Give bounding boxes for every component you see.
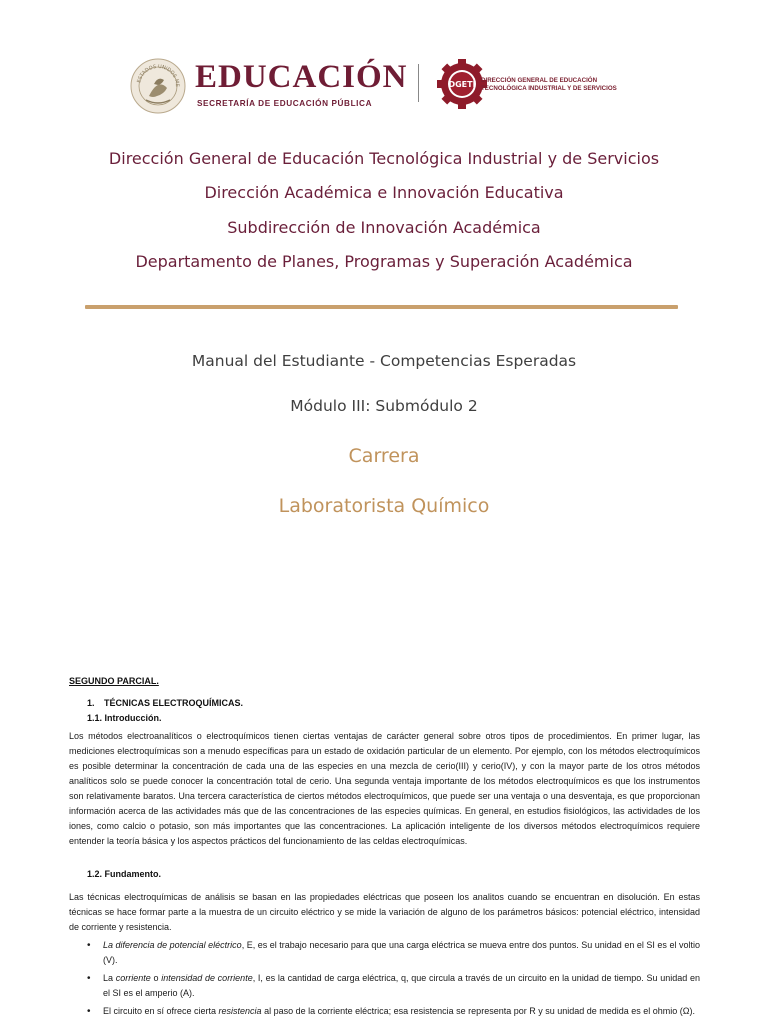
manual-title: Manual del Estudiante - Competencias Esperadas (191, 352, 577, 370)
section-title: SEGUNDO PARCIAL. (69, 676, 159, 686)
heading-tecnicas (87, 698, 243, 708)
list-item: • La diferencia de potencial eléctrico, E, es el trabajo necesario para que una carga eléctrica se mueva entre dos puntos. Su unidad en el SI es el voltio (V). (87, 938, 700, 968)
dgeti-name (481, 77, 617, 93)
logo-divider (418, 64, 419, 102)
intro-text: Los métodos electroanalíticos o electroquímicos tienen ciertas ventajas de carácter general sobre otros tipos de procedimientos. En primer lugar, las mediciones electroquímicas son a menudo específicas para un estado de oxidación particular de un elemento. Por ejemplo, con los métodos electroquímicos es posible determinar la concentración de cada una de las especies en una mezcla de cerio(III) y cerio(IV), y con la mayor parte de los otros métodos analíticos solo se puede conocer la concentración total de cerio. Una segunda ventaja importante de los métodos electroquímicos es que los instrumentos son relativamente baratos. Una tercera característica de ciertos métodos electroquímicos, que puede ser una ventaja o una desventaja, es que proporcionan información acerca de las actividades más que de las concentraciones de las especies químicas. En general, en estudios fisiológicos, las actividades de los iones, como calcio o potasio, son más importantes que las concentraciones. La aplicación inteligente de los diversos métodos electroquímicos requiere entender la teoría básica y los aspectos prácticos del funcionamiento de las celdas electroquímicas. (69, 731, 700, 846)
career-label: Carrera (348, 445, 420, 467)
list-item: • El circuito en sí ofrece cierta resistencia al paso de la corriente eléctrica; esa resistencia se representa por R y su unidad de medida es el ohmio (Ω). (87, 1004, 700, 1019)
fundamento-text: Las técnicas electroquímicas de análisis se basan en las propiedades eléctricas que poseen los analitos cuando se encuentran en disolución. En estas técnicas se hace formar parte a la muestra de un circuito eléctrico y se mide la variación de alguno de los parámetros básicos: potencial eléctrico, intensidad de corriente y resistencia. (69, 892, 700, 932)
subheading-fundamento: 1.2. Fundamento. (87, 869, 162, 879)
seal-text: ESTADOS UNIDOS ME (136, 63, 181, 87)
list-item: • La corriente o intensidad de corriente, I, es la cantidad de carga eléctrica, q, que circula a través de un circuito en la unidad de tiempo. Su unidad en el SI es el amperio (A). (87, 971, 700, 1001)
fundamento-paragraph (69, 890, 700, 935)
department-line-3: Subdirección de Innovación Académica (227, 218, 541, 237)
dgeti-gear-icon (437, 58, 487, 110)
department-line-2: Dirección Académica e Innovación Educativa (204, 183, 564, 202)
dgeti-name-line-2: TECNOLÓGICA INDUSTRIAL Y DE SERVICIOS (481, 85, 617, 92)
heading-text: TÉCNICAS ELECTROQUÍMICAS. (104, 698, 244, 708)
gold-divider (85, 305, 678, 309)
sep-subtitle: SECRETARÍA DE EDUCACIÓN PÚBLICA (197, 99, 373, 108)
department-line-4: Departamento de Planes, Programas y Superación Académica (135, 252, 633, 271)
parameters-list (87, 938, 700, 1022)
subheading-introduccion: 1.1. Introducción. (87, 713, 162, 723)
education-wordmark: EDUCACIÓN (195, 59, 408, 95)
module-title: Módulo III: Submódulo 2 (290, 397, 478, 415)
intro-paragraph (69, 729, 700, 849)
dgeti-logo-letters: DGETI (448, 80, 476, 89)
header-logos (128, 55, 648, 119)
dgeti-name-line-1: DIRECCIÓN GENERAL DE EDUCACIÓN (481, 77, 598, 84)
heading-number: 1. (87, 698, 95, 708)
mexican-seal-icon (130, 58, 186, 114)
career-name: Laboratorista Químico (278, 495, 490, 517)
department-line-1: Dirección General de Educación Tecnológica Industrial y de Servicios (108, 149, 660, 168)
